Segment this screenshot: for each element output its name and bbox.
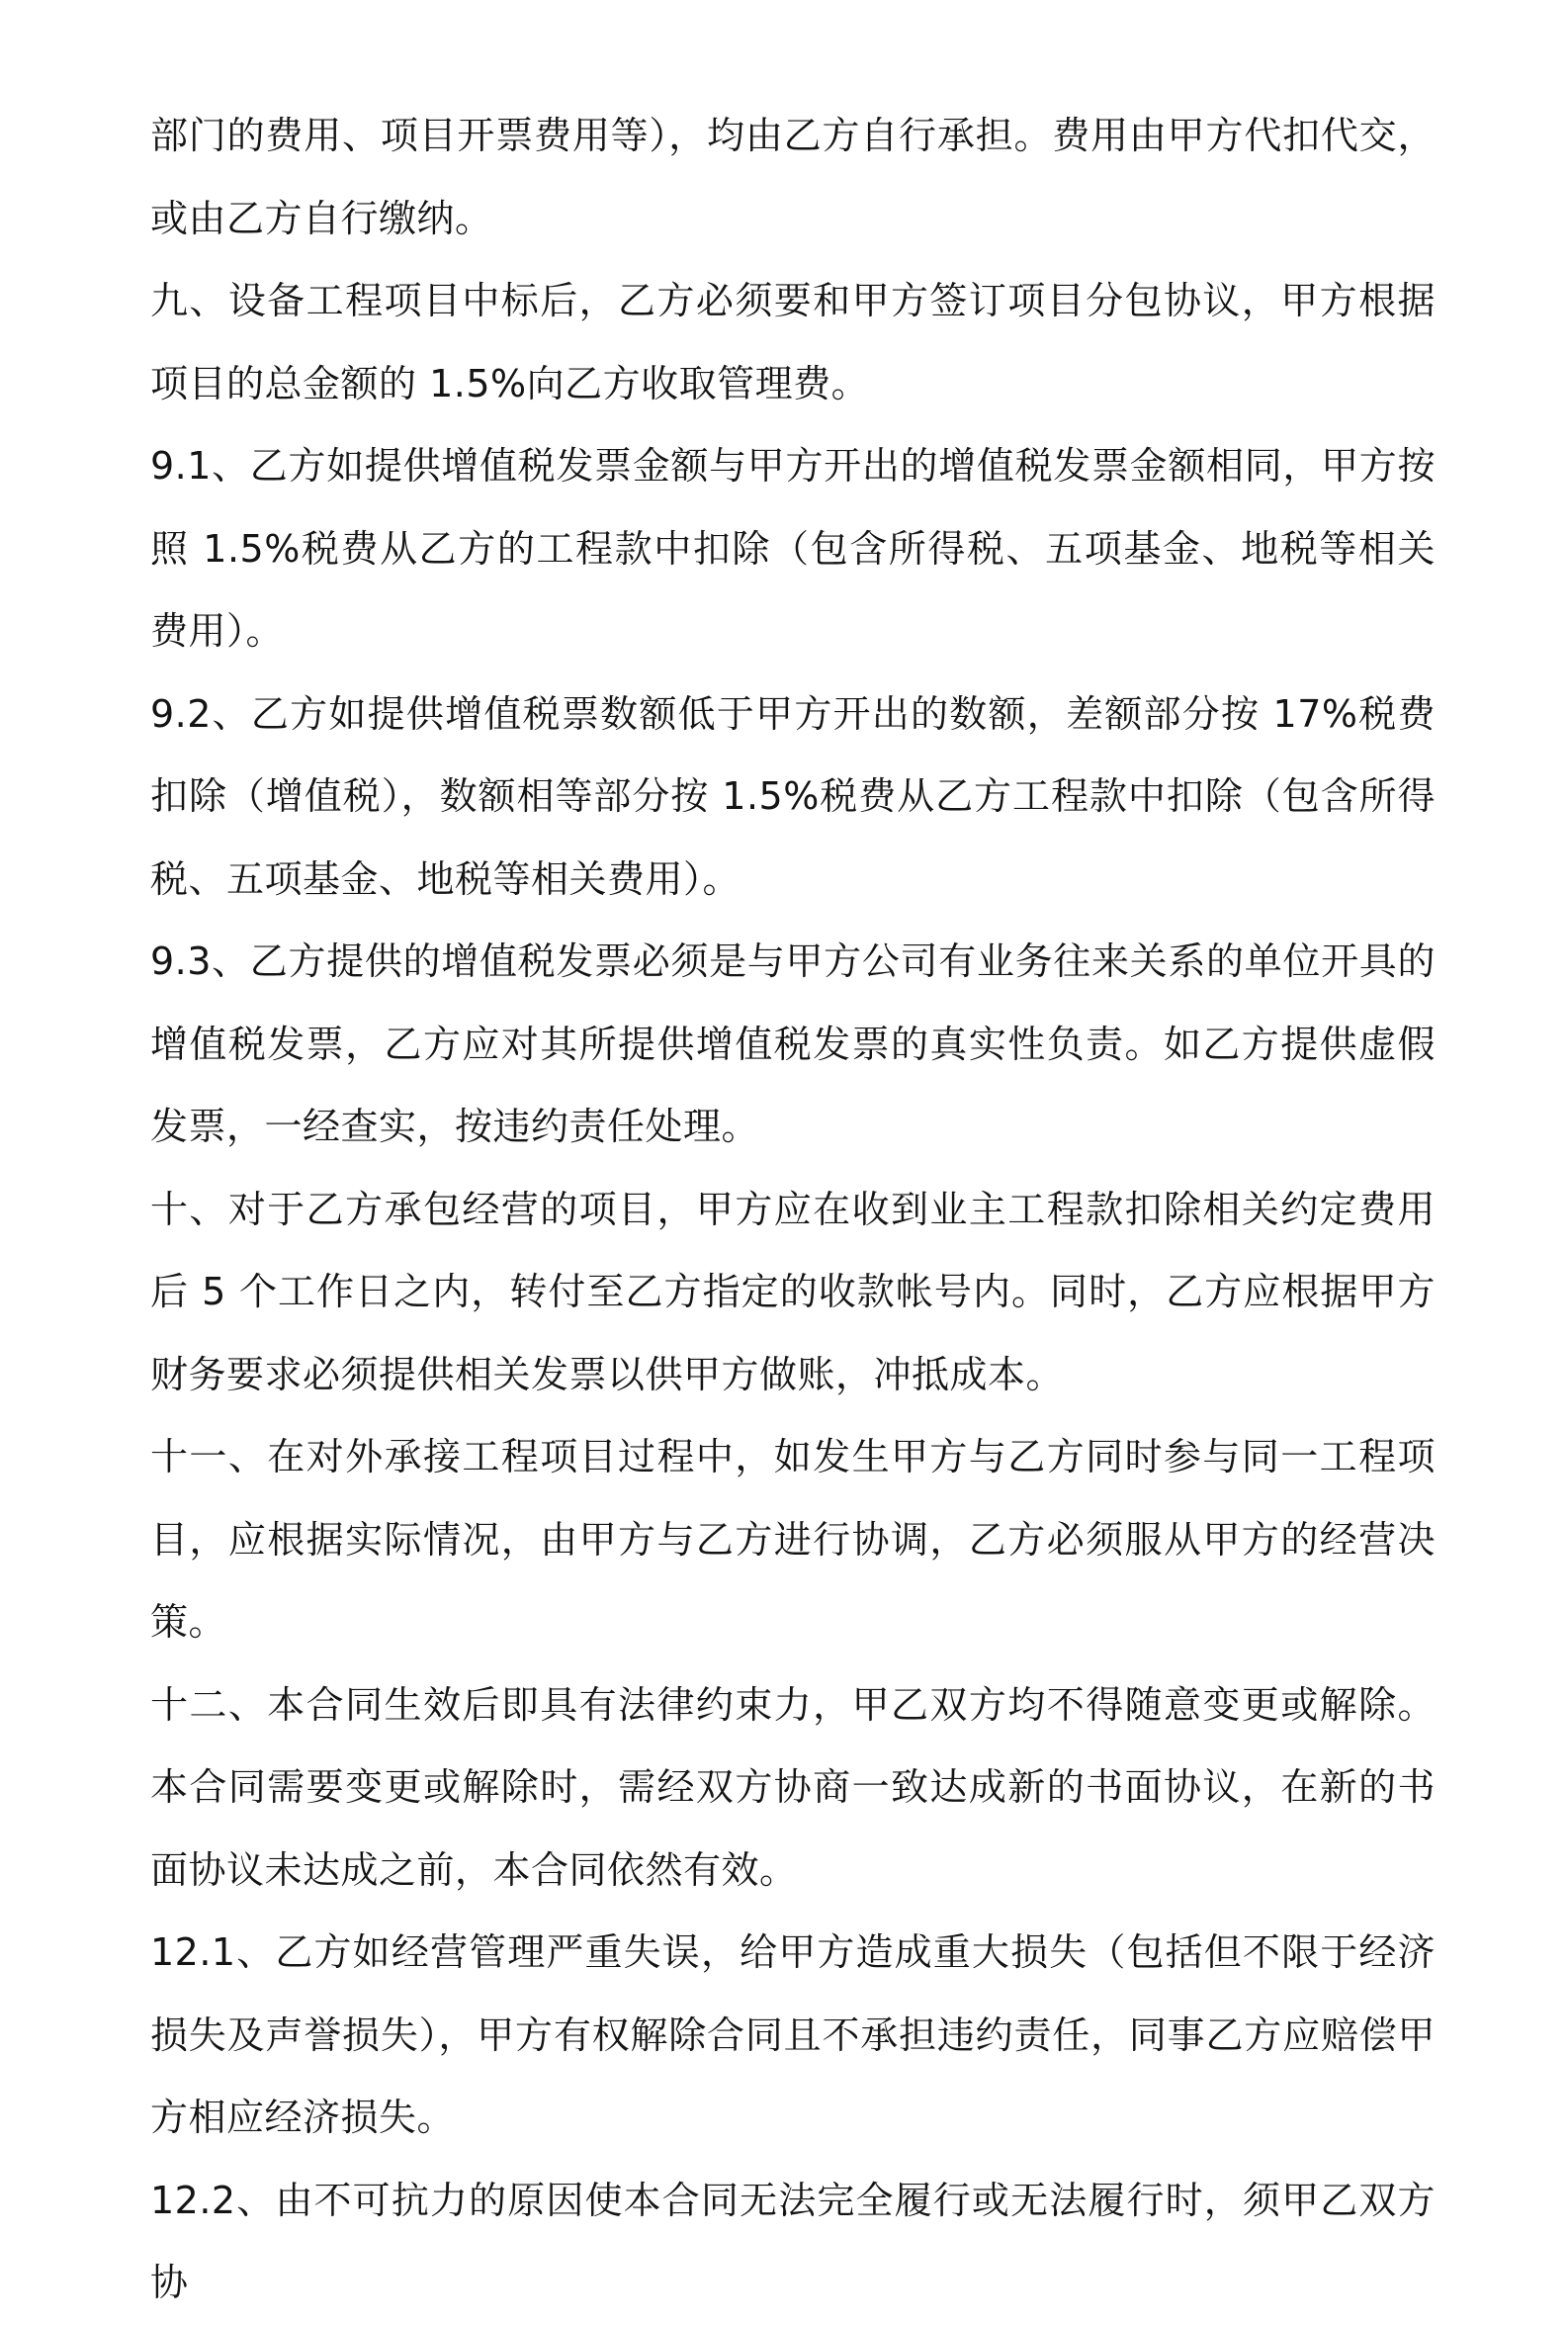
paragraph-clause-9-3: 9.3、乙方提供的增值税发票必须是与甲方公司有业务往来关系的单位开具的增值税发票，乙方应对其所提供增值税发票的真实性负责。如乙方提供虚假发票，一经查实，按违约责任处理。 bbox=[150, 939, 1436, 1148]
paragraph-fee-continuation: 部门的费用、项目开票费用等），均由乙方自行承担。费用由甲方代扣代交，或由乙方自行缴纳。 bbox=[150, 114, 1436, 240]
document-body bbox=[150, 95, 1436, 2325]
paragraph-clause-9-1: 9.1、乙方如提供增值税发票金额与甲方开出的增值税发票金额相同，甲方按照 1.5%税费从乙方的工程款中扣除（包含所得税、五项基金、地税等相关费用）。 bbox=[150, 444, 1436, 653]
paragraph-clause-10: 十、对于乙方承包经营的项目，甲方应在收到业主工程款扣除相关约定费用后 5 个工作日之内，转付至乙方指定的收款帐号内。同时，乙方应根据甲方财务要求必须提供相关发票以供甲方做账，冲抵成本。 bbox=[150, 1187, 1436, 1396]
paragraph-clause-12-1: 12.1、乙方如经营管理严重失误，给甲方造成重大损失（包括但不限于经济损失及声誉损失），甲方有权解除合同且不承担违约责任，同事乙方应赔偿甲方相应经济损失。 bbox=[150, 1930, 1436, 2139]
paragraph-clause-12: 十二、本合同生效后即具有法律约束力，甲乙双方均不得随意变更或解除。本合同需要变更或解除时，需经双方协商一致达成新的书面协议，在新的书面协议未达成之前，本合同依然有效。 bbox=[150, 1682, 1436, 1892]
paragraph-clause-12-2: 12.2、由不可抗力的原因使本合同无法完全履行或无法履行时，须甲乙双方协 bbox=[150, 2178, 1436, 2304]
paragraph-clause-9-2: 9.2、乙方如提供增值税票数额低于甲方开出的数额，差额部分按 17%税费扣除（增值税），数额相等部分按 1.5%税费从乙方工程款中扣除（包含所得税、五项基金、地税等相关费用）。 bbox=[150, 691, 1436, 901]
paragraph-clause-11: 十一、在对外承接工程项目过程中，如发生甲方与乙方同时参与同一工程项目，应根据实际情况，由甲方与乙方进行协调，乙方必须服从甲方的经营决策。 bbox=[150, 1435, 1436, 1644]
paragraph-clause-9: 九、设备工程项目中标后，乙方必须要和甲方签订项目分包协议，甲方根据项目的总金额的 1.5%向乙方收取管理费。 bbox=[150, 279, 1436, 405]
